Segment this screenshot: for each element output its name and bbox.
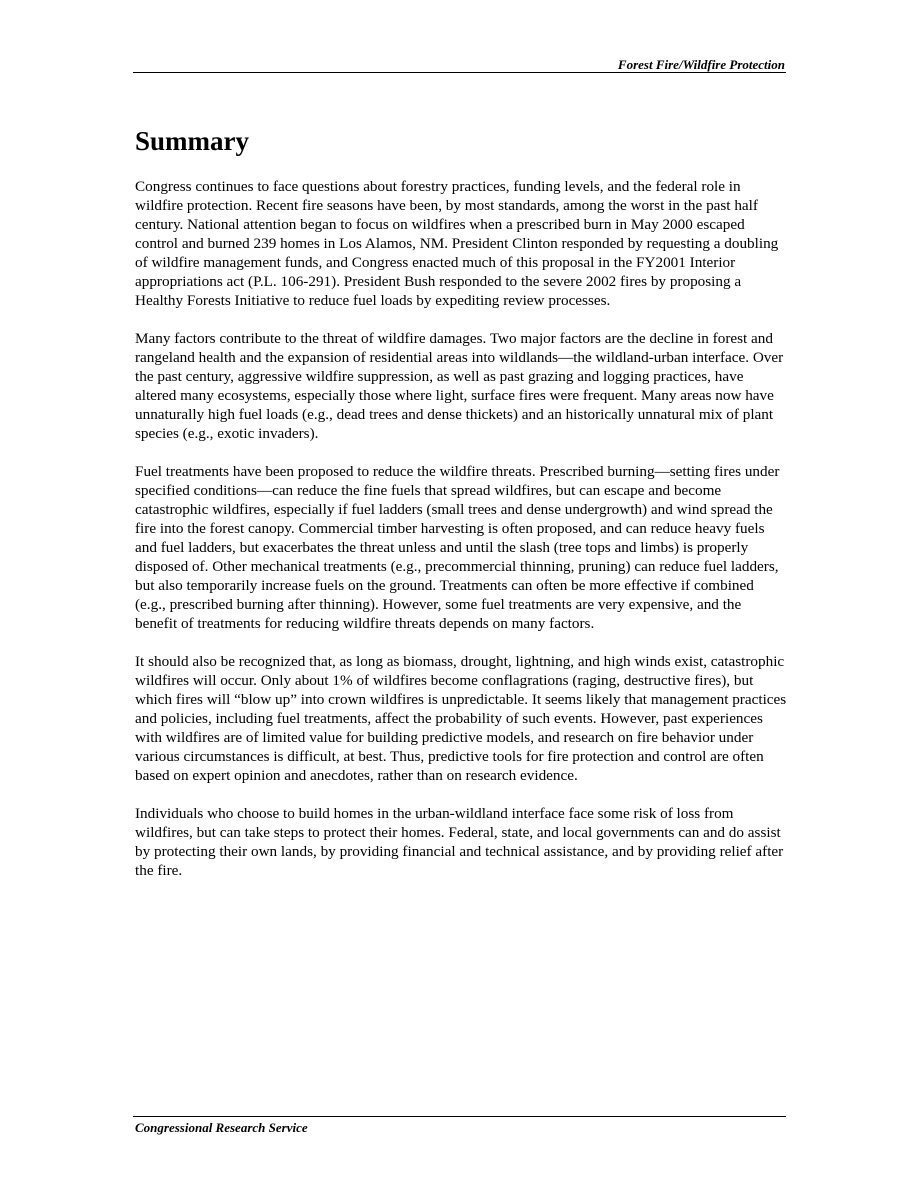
paragraph-2: Many factors contribute to the threat of wildfire damages. Two major factors are the decline in forest and rangeland health and the expansion of residential areas into wildlands—the wildland-urban interface. Over the past century, aggressive wildfire suppression, as well as past grazing and logging practices, have altered many ecosystems, especially those where light, surface fires were frequent. Many areas now have unnaturally high fuel loads (e.g., dead trees and dense thickets) and an historically unnatural mix of plant species (e.g., exotic invaders).	[135, 330, 784, 442]
footer-divider	[133, 1116, 786, 1117]
paragraph-5: Individuals who choose to build homes in the urban-wildland interface face some risk of loss from wildfires, but can take steps to protect their homes. Federal, state, and local governments can and do assist by protecting their own lands, by providing financial and technical assistance, and by providing relief after the fire.	[135, 805, 784, 879]
paragraph-1: Congress continues to face questions about forestry practices, funding levels, and the federal role in wildfire protection. Recent fire seasons have been, by most standards, among the worst in the past half century. National attention began to focus on wildfires when a prescribed burn in May 2000 escaped control and burned 239 homes in Los Alamos, NM. President Clinton responded by requesting a doubling of wildfire management funds, and Congress enacted much of this proposal in the FY2001 Interior appropriations act (P.L. 106-291). President Bush responded to the severe 2002 fires by proposing a Healthy Forests Initiative to reduce fuel loads by expediting review processes.	[135, 178, 779, 309]
paragraph-4: It should also be recognized that, as long as biomass, drought, lightning, and high winds exist, catastrophic wildfires will occur. Only about 1% of wildfires become conflagrations (raging, destructive fires), but which fires will “blow up” into crown wildfires is unpredictable. It seems likely that management practices and policies, including fuel treatments, affect the probability of such events. However, past experiences with wildfires are of limited value for building predictive models, and research on fire behavior under various circumstances is difficult, at best. Thus, predictive tools for fire protection and control are often based on expert opinion and anecdotes, rather than on research evidence.	[135, 653, 787, 784]
footer-organization: Congressional Research Service	[135, 1120, 308, 1135]
summary-body	[135, 177, 787, 899]
header-divider	[133, 72, 786, 73]
page-title: Summary	[135, 126, 249, 156]
paragraph-3: Fuel treatments have been proposed to reduce the wildfire threats. Prescribed burning—setting fires under specified conditions—can reduce the fine fuels that spread wildfires, but can escape and become catastrophic wildfires, especially if fuel ladders (small trees and dense undergrowth) and wind spread the fire into the forest canopy. Commercial timber harvesting is often proposed, and can reduce heavy fuels and fuel ladders, but exacerbates the threat unless and until the slash (tree tops and limbs) is properly disposed of. Other mechanical treatments (e.g., precommercial thinning, pruning) can reduce fuel ladders, but also temporarily increase fuels on the ground. Treatments can often be more effective if combined (e.g., prescribed burning after thinning). However, some fuel treatments are very expensive, and the benefit of treatments for reducing wildfire threats depends on many factors.	[135, 463, 780, 632]
running-header-title: Forest Fire/Wildfire Protection	[617, 57, 785, 72]
